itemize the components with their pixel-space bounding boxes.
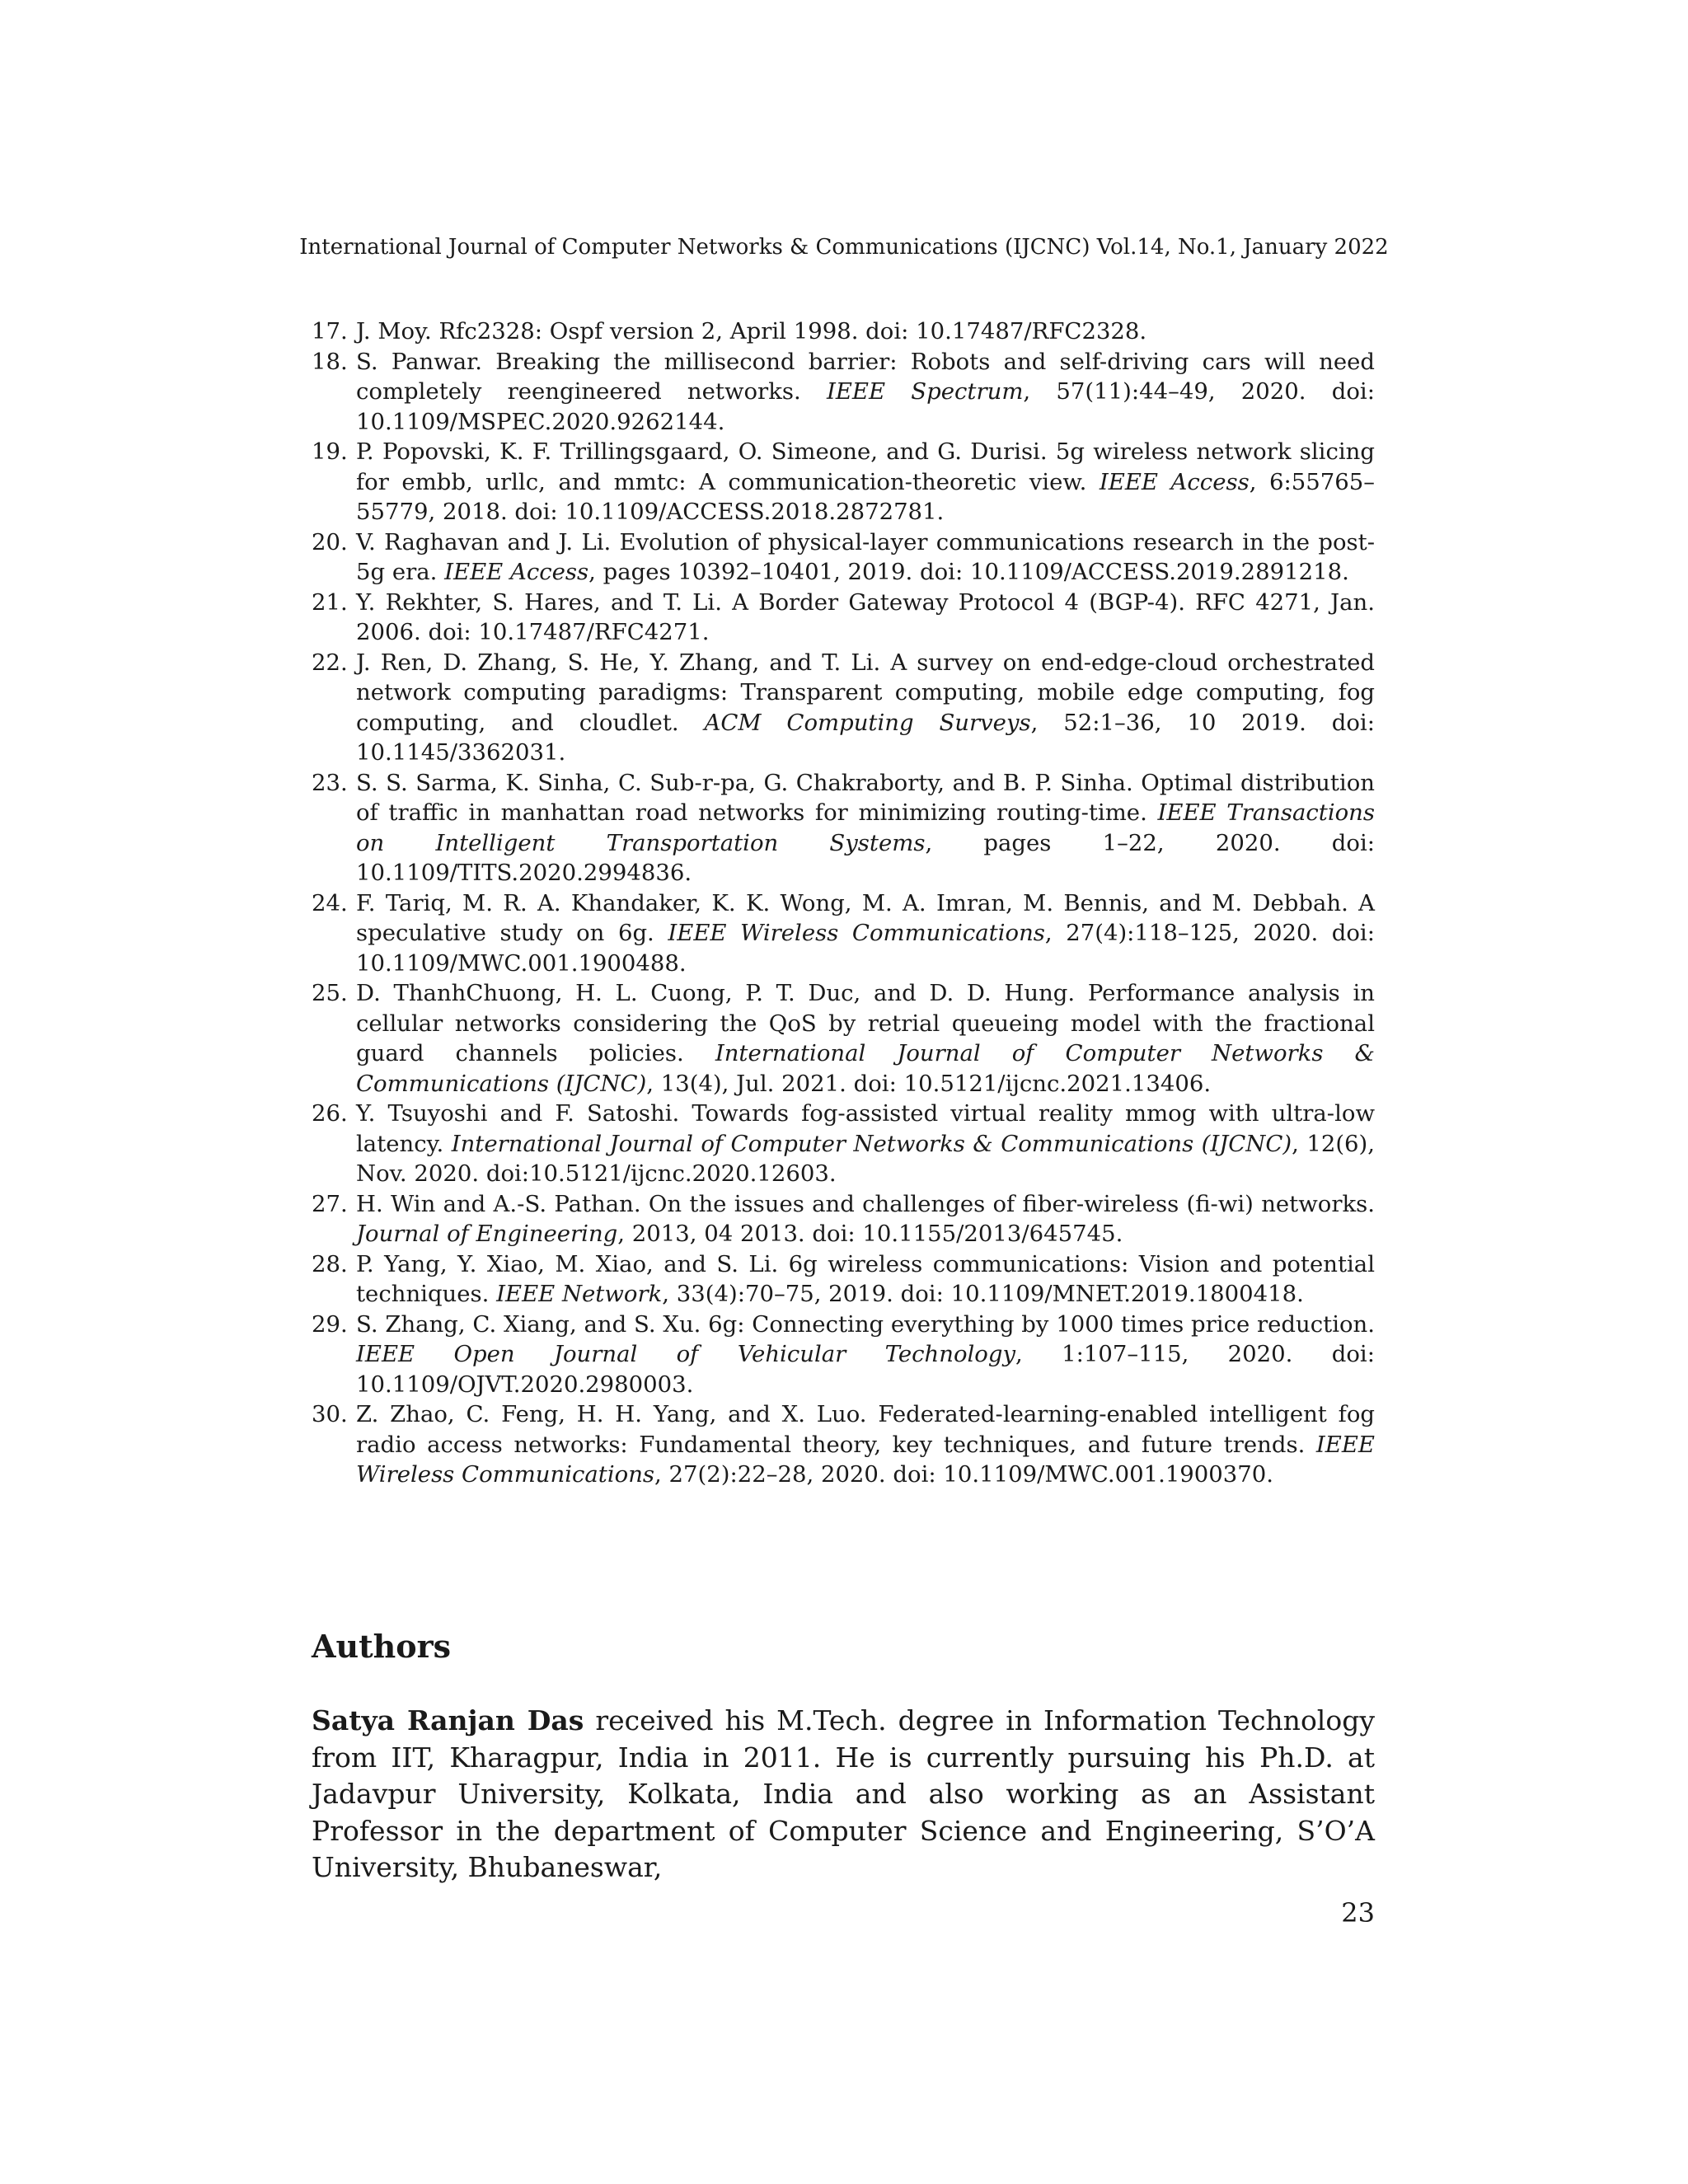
reference-text: D. ThanhChuong, H. L. Cuong, P. T. Duc, and D. D. Hung. Performance analysis in cellular networks considering the QoS by retrial queueing model with the fractional guard channels policies. bbox=[356, 980, 1375, 1066]
reference-item bbox=[312, 1099, 1375, 1189]
reference-item bbox=[312, 1189, 1375, 1249]
reference-number: 18. bbox=[312, 348, 348, 375]
reference-number: 27. bbox=[312, 1190, 348, 1217]
reference-item bbox=[312, 888, 1375, 979]
reference-venue: International Journal of Computer Networks & Communications (IJCNC) bbox=[451, 1130, 1292, 1157]
reference-item bbox=[312, 1249, 1375, 1310]
reference-venue: IEEE Network bbox=[496, 1281, 663, 1307]
reference-venue: IEEE Wireless Communications bbox=[356, 1431, 1375, 1488]
reference-text: H. Win and A.-S. Pathan. On the issues and challenges of fiber-wireless (fi-wi) networks. bbox=[356, 1190, 1375, 1217]
reference-item bbox=[312, 588, 1375, 648]
reference-text: V. Raghavan and J. Li. Evolution of physical-layer communications research in the post-5g era. bbox=[356, 528, 1375, 585]
reference-details: , 57(11):44–49, 2020. doi: 10.1109/MSPEC.2020.9262144. bbox=[356, 378, 1375, 435]
reference-venue: IEEE Access bbox=[1099, 468, 1250, 495]
reference-text: J. Moy. Rfc2328: Ospf version 2, April 1998. doi: 10.17487/RFC2328. bbox=[356, 318, 1147, 344]
reference-item bbox=[312, 316, 1375, 347]
reference-item bbox=[312, 437, 1375, 527]
reference-number: 28. bbox=[312, 1250, 348, 1277]
reference-number: 20. bbox=[312, 528, 348, 555]
author-bio bbox=[312, 1703, 1375, 1886]
reference-text: P. Yang, Y. Xiao, M. Xiao, and S. Li. 6g wireless communications: Vision and potential techniques. bbox=[356, 1250, 1375, 1307]
reference-details: , 27(4):118–125, 2020. doi: 10.1109/MWC.001.1900488. bbox=[356, 920, 1375, 977]
reference-text: Z. Zhao, C. Feng, H. H. Yang, and X. Luo. Federated-learning-enabled intelligent fog radio access networks: Fundamental theory, key techniques, and future trends. bbox=[356, 1401, 1375, 1458]
reference-text: S. Zhang, C. Xiang, and S. Xu. 6g: Connecting everything by 1000 times price reduction. bbox=[356, 1310, 1375, 1338]
author-name: Satya Ranjan Das bbox=[312, 1704, 584, 1736]
reference-details: , pages 1–22, 2020. doi: 10.1109/TITS.2020.2994836. bbox=[356, 829, 1376, 886]
reference-details: , 13(4), Jul. 2021. doi: 10.5121/ijcnc.2021.13406. bbox=[646, 1070, 1212, 1097]
reference-number: 30. bbox=[312, 1401, 348, 1427]
author-bio-text: received his M.Tech. degree in Information Technology from IIT, Kharagpur, India in 2011. He is currently pursuing his Ph.D. at Jadavpur University, Kolkata, India and also working as an Assistant Professor in the department of Computer Science and Engineering, S’O’A University, Bhubaneswar, bbox=[312, 1704, 1375, 1883]
reference-item bbox=[312, 347, 1375, 438]
reference-venue: IEEE Wireless Communications bbox=[668, 920, 1045, 946]
reference-text: S. Panwar. Breaking the millisecond barrier: Robots and self-driving cars will need completely reengineered networks. bbox=[356, 348, 1375, 405]
reference-item bbox=[312, 527, 1375, 588]
reference-item bbox=[312, 648, 1375, 768]
reference-venue: IEEE Transactions on Intelligent Transportation Systems bbox=[356, 799, 1375, 856]
reference-details: , 33(4):70–75, 2019. doi: 10.1109/MNET.2019.1800418. bbox=[662, 1281, 1304, 1307]
reference-venue: IEEE Open Journal of Vehicular Technology bbox=[356, 1341, 1015, 1367]
reference-text: P. Popovski, K. F. Trillingsgaard, O. Simeone, and G. Durisi. 5g wireless network slicing for embb, urllc, and mmtc: A communication-theoretic view. bbox=[356, 438, 1375, 495]
reference-details: , 1:107–115, 2020. doi: 10.1109/OJVT.2020.2980003. bbox=[356, 1341, 1375, 1398]
reference-details: , 12(6), Nov. 2020. doi:10.5121/ijcnc.2020.12603. bbox=[356, 1130, 1376, 1187]
reference-details: , 52:1–36, 10 2019. doi: 10.1145/3362031. bbox=[356, 709, 1375, 766]
reference-item bbox=[312, 1310, 1375, 1400]
reference-text: Y. Rekhter, S. Hares, and T. Li. A Border Gateway Protocol 4 (BGP-4). RFC 4271, Jan. 2006. doi: 10.17487/RFC4271. bbox=[356, 588, 1375, 645]
reference-details: , pages 10392–10401, 2019. doi: 10.1109/ACCESS.2019.2891218. bbox=[588, 559, 1349, 585]
reference-text: S. S. Sarma, K. Sinha, C. Sub-r-pa, G. Chakraborty, and B. P. Sinha. Optimal distribution of traffic in manhattan road networks for minimizing routing-time. bbox=[356, 769, 1375, 826]
reference-details: , 2013, 04 2013. doi: 10.1155/2013/645745. bbox=[617, 1221, 1123, 1247]
authors-heading: Authors bbox=[312, 1628, 452, 1665]
reference-item bbox=[312, 768, 1375, 888]
reference-details: , 27(2):22–28, 2020. doi: 10.1109/MWC.001.1900370. bbox=[654, 1461, 1274, 1488]
reference-number: 24. bbox=[312, 889, 348, 916]
reference-number: 25. bbox=[312, 980, 348, 1006]
reference-venue: IEEE Access bbox=[444, 559, 589, 585]
reference-number: 22. bbox=[312, 649, 348, 676]
reference-text: J. Ren, D. Zhang, S. He, Y. Zhang, and T. Li. A survey on end-edge-cloud orchestrated network computing paradigms: Transparent computing, mobile edge computing, fog computing, and cloudlet. bbox=[356, 649, 1375, 736]
reference-number: 29. bbox=[312, 1310, 348, 1338]
running-header: International Journal of Computer Networks & Communications (IJCNC) Vol.14, No.1, January 2022 bbox=[299, 235, 1389, 260]
reference-number: 26. bbox=[312, 1100, 348, 1127]
reference-venue: IEEE Spectrum bbox=[826, 378, 1024, 405]
reference-text: Y. Tsuyoshi and F. Satoshi. Towards fog-assisted virtual reality mmog with ultra-low latency. bbox=[356, 1100, 1375, 1157]
reference-number: 19. bbox=[312, 438, 348, 465]
reference-venue: ACM Computing Surveys bbox=[704, 709, 1031, 736]
reference-text: F. Tariq, M. R. A. Khandaker, K. K. Wong, M. A. Imran, M. Bennis, and M. Debbah. A speculative study on 6g. bbox=[356, 889, 1375, 946]
reference-number: 23. bbox=[312, 769, 348, 796]
reference-number: 17. bbox=[312, 318, 348, 344]
reference-venue: International Journal of Computer Networks & Communications (IJCNC) bbox=[356, 1040, 1375, 1097]
reference-list bbox=[312, 316, 1375, 1490]
page-number: 23 bbox=[1341, 1897, 1375, 1929]
reference-item bbox=[312, 978, 1375, 1099]
reference-details: , 6:55765–55779, 2018. doi: 10.1109/ACCESS.2018.2872781. bbox=[356, 468, 1375, 525]
reference-item bbox=[312, 1399, 1375, 1490]
reference-number: 21. bbox=[312, 588, 348, 616]
reference-venue: Journal of Engineering bbox=[356, 1221, 618, 1247]
